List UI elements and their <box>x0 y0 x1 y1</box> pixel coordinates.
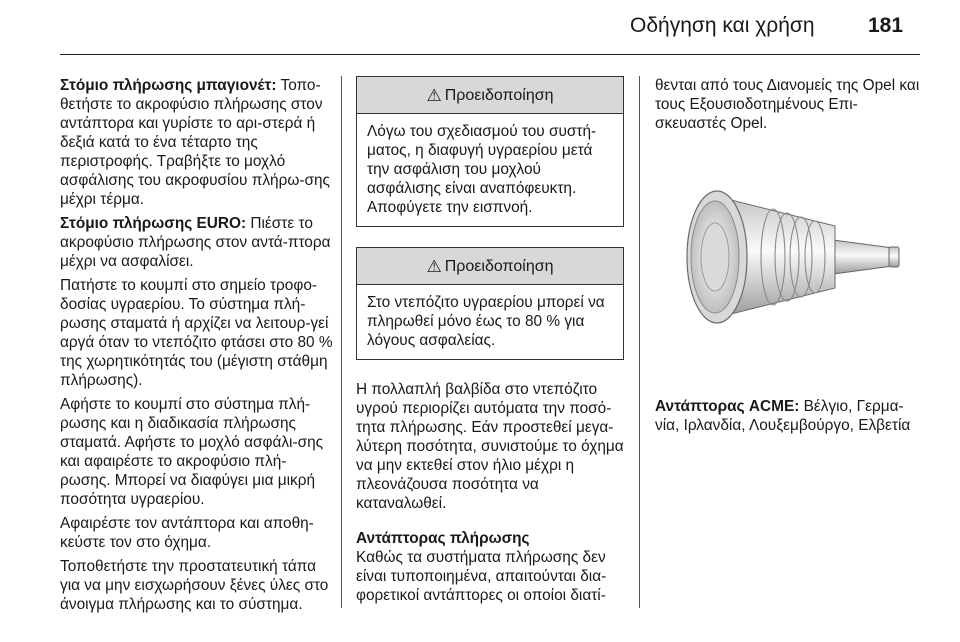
warning-triangle-icon: ⚠ <box>426 85 442 105</box>
warning-box <box>356 247 624 360</box>
paragraph: Αφαιρέστε τον αντάπτορα και αποθη-κεύστε τον στο όχημα. <box>60 515 314 551</box>
subsection <box>356 529 624 605</box>
caption-text: Βέλγιο, Γερμα-νία, Ιρλανδία, Λουξεμβούργο, Ελβετία <box>655 398 911 434</box>
column-divider <box>639 76 640 608</box>
adapter-bore <box>701 223 729 291</box>
column-3 <box>655 76 925 440</box>
running-header-title: Οδήγηση και χρήση <box>630 14 815 37</box>
figure-caption <box>655 397 925 435</box>
paragraph-text: Καθώς τα συστήματα πλήρωσης δεν είναι τυποποιημένα, απαιτούνται δια-φορετικοί αντάπτορες οι οποίοι διατί- <box>356 549 607 604</box>
column-2 <box>356 76 624 610</box>
warning-text: Λόγω του σχεδιασμού του συστή-ματος, η διαφυγή υγραερίου μετά την ασφάλιση του μοχλού ασφάλισης είναι αναπόφευκτη. Αποφύγετε την εισπνοή. <box>367 123 597 216</box>
paragraph: θενται από τους Διανομείς της Opel και τους Εξουσιοδοτημένους Επι-σκευαστές Opel. <box>655 77 920 132</box>
column-divider <box>341 76 342 608</box>
paragraph-text: Πιέστε το ακροφύσιο πλήρωσης στον αντά-πτορα μέχρι να ασφαλίσει. <box>60 215 331 270</box>
paragraph-text: Τοπο-θετήστε το ακροφύσιο πλήρωσης στον αντάπτορα και γυρίστε το αρι-στερά ή δεξιά κατά το ένα τέταρτο της περιστροφής. Τραβήξτε το μοχλό ασφάλισης του ακροφυσίου πλήρω-σης μέχρι τέρμα. <box>60 77 330 208</box>
paragraph: Η πολλαπλή βαλβίδα στο ντεπόζιτο υγρού περιορίζει αυτόματα την ποσό-τητα πλήρωσης. Εάν προστεθεί μεγα-λύτερη ποσότητα, συνιστούμε το όχημα να μην εκτεθεί στον ήλιο μέχρι η πλεονάζουσα ποσότητα να καταναλωθεί. <box>356 381 624 512</box>
page-number: 181 <box>868 14 904 37</box>
warning-box <box>356 76 624 227</box>
adapter-tip <box>889 247 899 267</box>
warning-title: Προειδοποίηση <box>444 257 554 275</box>
subsection-heading: Αντάπτορας πλήρωσης <box>356 530 530 547</box>
paragraph <box>60 76 334 209</box>
paragraph <box>60 214 334 271</box>
warning-title: Προειδοποίηση <box>444 86 554 104</box>
bold-label: Στόμιο πλήρωσης μπαγιονέτ: <box>60 77 277 94</box>
paragraph: Τοποθετήστε την προστατευτική τάπα για να μην εισχωρήσουν ξένες ύλες στο άνοιγμα πλήρωσης και το σύστημα. <box>60 558 329 613</box>
warning-text: Στο ντεπόζιτο υγραερίου μπορεί να πληρωθεί μόνο έως το 80 % για λόγους ασφαλείας. <box>367 294 605 349</box>
warning-header <box>357 77 623 114</box>
column-1 <box>60 76 334 619</box>
header-rule <box>60 54 920 55</box>
paragraph: Αφήστε το κουμπί στο σύστημα πλή-ρωσης και η διαδικασία πλήρωσης σταματά. Αφήστε το μοχλό ασφάλι-σης και αφαιρέστε το ακροφύσιο πλή-ρωσης. Μπορεί να διαφύγει μια μικρή ποσότητα υγραερίου. <box>60 396 324 508</box>
bold-label: Στόμιο πλήρωσης EURO: <box>60 215 247 232</box>
paragraph: Πατήστε το κουμπί στο σημείο τροφο-δοσίας υγραερίου. Το σύστημα πλή-ρωσης σταματά ή αρχίζει να λειτουρ-γεί αργά όταν το ντεπόζιτο φτάσει στο 80 % της χωρητικότητάς του (μέγιστη στάθμη πλήρωσης). <box>60 277 333 389</box>
warning-header <box>357 248 623 285</box>
warning-triangle-icon: ⚠ <box>426 256 442 276</box>
caption-label: Αντάπτορας ACME: <box>655 398 800 415</box>
acme-adapter-illustration <box>655 152 925 372</box>
